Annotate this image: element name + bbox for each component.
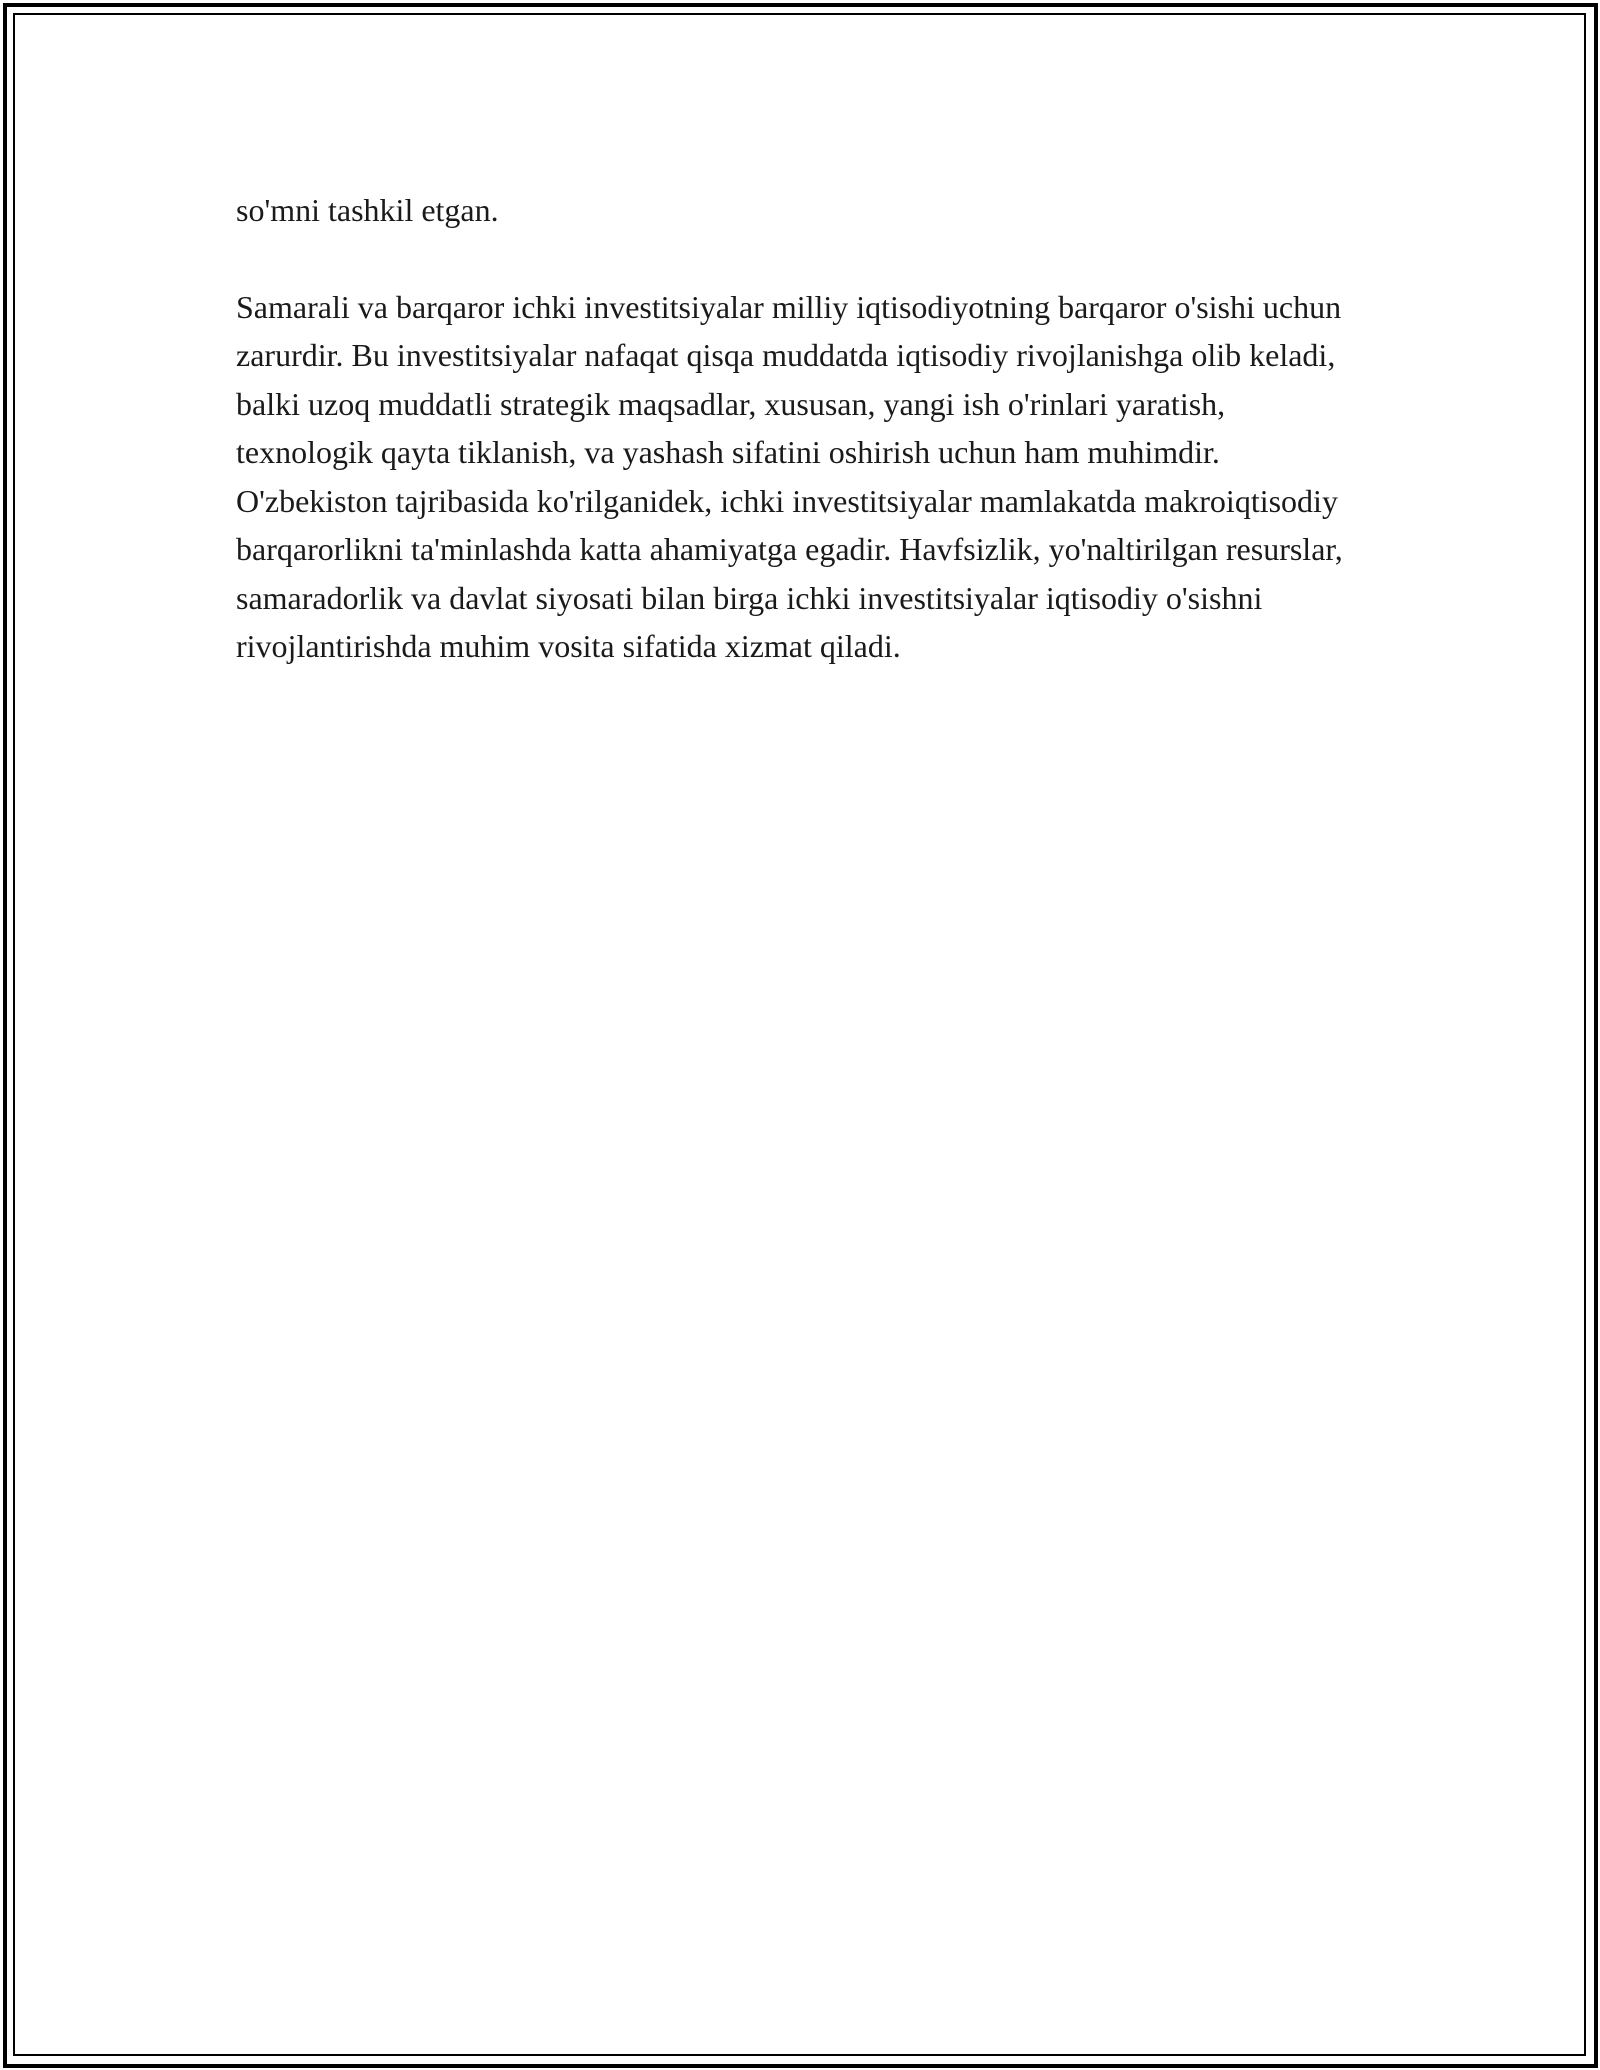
paragraph-continuation: so'mni tashkil etgan.	[236, 192, 499, 228]
paragraph-main: Samarali va barqaror ichki investitsiyalar milliy iqtisodiyotning barqaror o'sishi uchun zarurdir. Bu investitsiyalar nafaqat qisqa muddatda iqtisodiy rivojlanishga olib keladi, balki uzoq muddatli strategik maqsadlar, xususan, yangi ish o'rinlari yaratish, texnologik qayta tiklanish, va yashash sifatini oshirish uchun ham muhimdir. O'zbekiston tajribasida ko'rilganidek, ichki investitsiyalar mamlakatda makroiqtisodiy barqarorlikni ta'minlashda katta ahamiyatga egadir. Havfsizlik, yo'naltirilgan resurslar, samaradorlik va davlat siyosati bilan birga ichki investitsiyalar iqtisodiy o'sishni rivojlantirishda muhim vosita sifatida xizmat qiladi.	[236, 288, 1343, 664]
document-body	[236, 186, 1356, 671]
paragraph-spacer	[236, 235, 1356, 283]
